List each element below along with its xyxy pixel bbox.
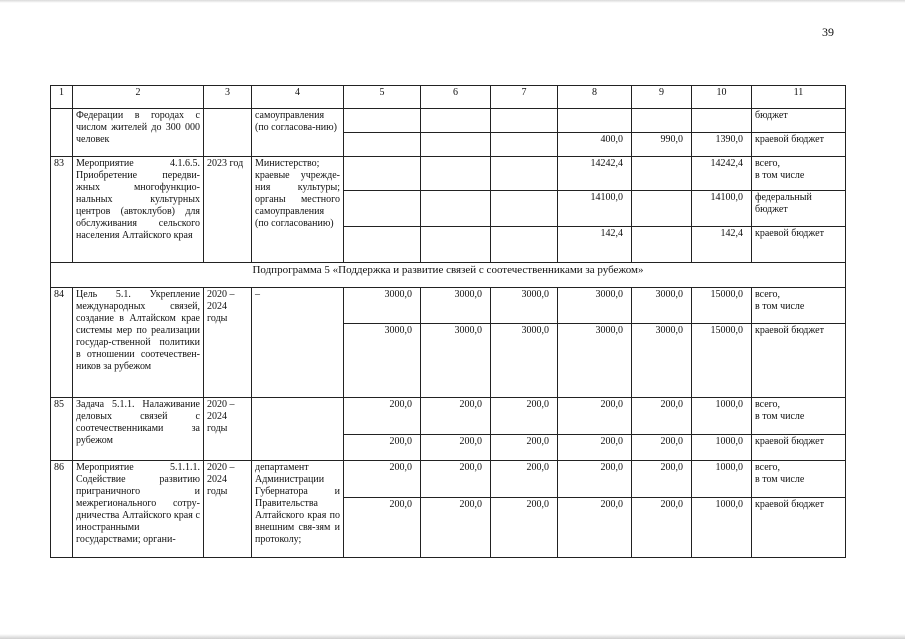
- item-years: 2020 – 2024 годы: [204, 398, 252, 461]
- item-name: Федерации в городах с числом жителей до 300 000 человек: [73, 109, 204, 157]
- funding-source: краевой бюджет: [752, 227, 846, 263]
- value-cell: 14242,4: [692, 157, 752, 191]
- header-cell: 10: [692, 86, 752, 109]
- value-cell: 200,0: [421, 461, 491, 498]
- value-cell: [421, 109, 491, 133]
- value-cell: 200,0: [632, 398, 692, 435]
- value-cell: 200,0: [421, 435, 491, 461]
- funding-source: краевой бюджет: [752, 498, 846, 558]
- value-cell: 200,0: [491, 461, 558, 498]
- header-cell: 11: [752, 86, 846, 109]
- header-cell: 9: [632, 86, 692, 109]
- value-cell: 3000,0: [421, 288, 491, 324]
- table-row: [51, 109, 846, 133]
- row-number: 84: [51, 288, 73, 398]
- header-cell: 3: [204, 86, 252, 109]
- value-cell: [344, 109, 421, 133]
- funding-source: федеральный бюджет: [752, 191, 846, 227]
- table-row: [51, 157, 846, 191]
- value-cell: 1000,0: [692, 498, 752, 558]
- value-cell: 200,0: [558, 398, 632, 435]
- header-cell: 1: [51, 86, 73, 109]
- row-number: 85: [51, 398, 73, 461]
- value-cell: 3000,0: [558, 324, 632, 398]
- value-cell: 15000,0: [692, 324, 752, 398]
- value-cell: 200,0: [558, 461, 632, 498]
- value-cell: 200,0: [632, 435, 692, 461]
- funding-source: всего, в том числе: [752, 461, 846, 498]
- header-cell: 4: [252, 86, 344, 109]
- funding-source: краевой бюджет: [752, 435, 846, 461]
- value-cell: [344, 227, 421, 263]
- item-name: Мероприятие 4.1.6.5. Приобретение передви-жных многофункцио-нальных культурных центров (автоклубов) для обслуживания сельского населения Алтайского края: [73, 157, 204, 263]
- value-cell: 200,0: [344, 461, 421, 498]
- value-cell: [421, 133, 491, 157]
- value-cell: [632, 109, 692, 133]
- value-cell: 200,0: [558, 435, 632, 461]
- item-executor: самоуправления (по согласова-нию): [252, 109, 344, 157]
- value-cell: [558, 109, 632, 133]
- row-number: [51, 109, 73, 157]
- table-row: [51, 398, 846, 435]
- value-cell: 200,0: [344, 498, 421, 558]
- value-cell: 15000,0: [692, 288, 752, 324]
- item-executor: –: [252, 288, 344, 398]
- item-executor: [252, 398, 344, 461]
- program-table: [50, 85, 846, 558]
- value-cell: 3000,0: [632, 288, 692, 324]
- header-cell: 2: [73, 86, 204, 109]
- value-cell: [491, 191, 558, 227]
- value-cell: [491, 227, 558, 263]
- value-cell: [692, 109, 752, 133]
- value-cell: 3000,0: [491, 324, 558, 398]
- value-cell: 1000,0: [692, 435, 752, 461]
- value-cell: 990,0: [632, 133, 692, 157]
- value-cell: [491, 157, 558, 191]
- subprogram-row: [51, 263, 846, 288]
- value-cell: [344, 133, 421, 157]
- value-cell: [491, 133, 558, 157]
- item-name: Мероприятие 5.1.1.1. Содействие развитию приграничного и межрегионального сотру-дничества Алтайского края с иностранными государствами; органи-: [73, 461, 204, 558]
- item-years: 2020 – 2024 годы: [204, 461, 252, 558]
- row-number: 83: [51, 157, 73, 263]
- table-header-row: [51, 86, 846, 109]
- value-cell: 14100,0: [558, 191, 632, 227]
- row-number: 86: [51, 461, 73, 558]
- item-years: 2020 – 2024 годы: [204, 288, 252, 398]
- table-row: [51, 288, 846, 324]
- value-cell: 3000,0: [632, 324, 692, 398]
- value-cell: 200,0: [344, 435, 421, 461]
- value-cell: 1390,0: [692, 133, 752, 157]
- value-cell: 200,0: [491, 435, 558, 461]
- funding-source: бюджет: [752, 109, 846, 133]
- value-cell: 3000,0: [491, 288, 558, 324]
- subprogram-title: Подпрограмма 5 «Поддержка и развитие связей с соотечественниками за рубежом»: [51, 263, 846, 288]
- item-name: Цель 5.1. Укрепление международных связей, создание в Алтайском крае системы мер по реализации государ-ственной политики в отношении соотечествен-ников за рубежом: [73, 288, 204, 398]
- scan-edge-top: [0, 0, 905, 3]
- value-cell: 142,4: [692, 227, 752, 263]
- value-cell: 200,0: [491, 498, 558, 558]
- value-cell: [632, 191, 692, 227]
- item-years: [204, 109, 252, 157]
- value-cell: [632, 157, 692, 191]
- value-cell: 3000,0: [344, 324, 421, 398]
- funding-source: всего, в том числе: [752, 157, 846, 191]
- funding-source: краевой бюджет: [752, 133, 846, 157]
- value-cell: 200,0: [632, 461, 692, 498]
- value-cell: 200,0: [632, 498, 692, 558]
- item-name: Задача 5.1.1. Налаживание деловых связей с соотечественниками за рубежом: [73, 398, 204, 461]
- item-executor: Министерство; краевые учрежде-ния культуры; органы местного самоуправления (по согласованию): [252, 157, 344, 263]
- value-cell: 142,4: [558, 227, 632, 263]
- value-cell: [421, 157, 491, 191]
- funding-source: всего, в том числе: [752, 398, 846, 435]
- value-cell: [632, 227, 692, 263]
- value-cell: [421, 227, 491, 263]
- value-cell: [344, 157, 421, 191]
- header-cell: 5: [344, 86, 421, 109]
- value-cell: [344, 191, 421, 227]
- value-cell: 3000,0: [344, 288, 421, 324]
- value-cell: 14100,0: [692, 191, 752, 227]
- item-executor: департамент Администрации Губернатора и Правительства Алтайского края по внешним свя-зям и протоколу;: [252, 461, 344, 558]
- funding-source: краевой бюджет: [752, 324, 846, 398]
- item-years: 2023 год: [204, 157, 252, 263]
- value-cell: 3000,0: [558, 288, 632, 324]
- value-cell: 3000,0: [421, 324, 491, 398]
- value-cell: 200,0: [421, 398, 491, 435]
- value-cell: 200,0: [344, 398, 421, 435]
- value-cell: 200,0: [421, 498, 491, 558]
- header-cell: 7: [491, 86, 558, 109]
- value-cell: 200,0: [491, 398, 558, 435]
- value-cell: 14242,4: [558, 157, 632, 191]
- value-cell: 400,0: [558, 133, 632, 157]
- value-cell: 1000,0: [692, 398, 752, 435]
- value-cell: 200,0: [558, 498, 632, 558]
- scan-edge-bottom: [0, 634, 905, 639]
- funding-source: всего, в том числе: [752, 288, 846, 324]
- page-number: 39: [822, 25, 834, 39]
- value-cell: 1000,0: [692, 461, 752, 498]
- header-cell: 6: [421, 86, 491, 109]
- table-row: [51, 461, 846, 498]
- value-cell: [421, 191, 491, 227]
- value-cell: [491, 109, 558, 133]
- header-cell: 8: [558, 86, 632, 109]
